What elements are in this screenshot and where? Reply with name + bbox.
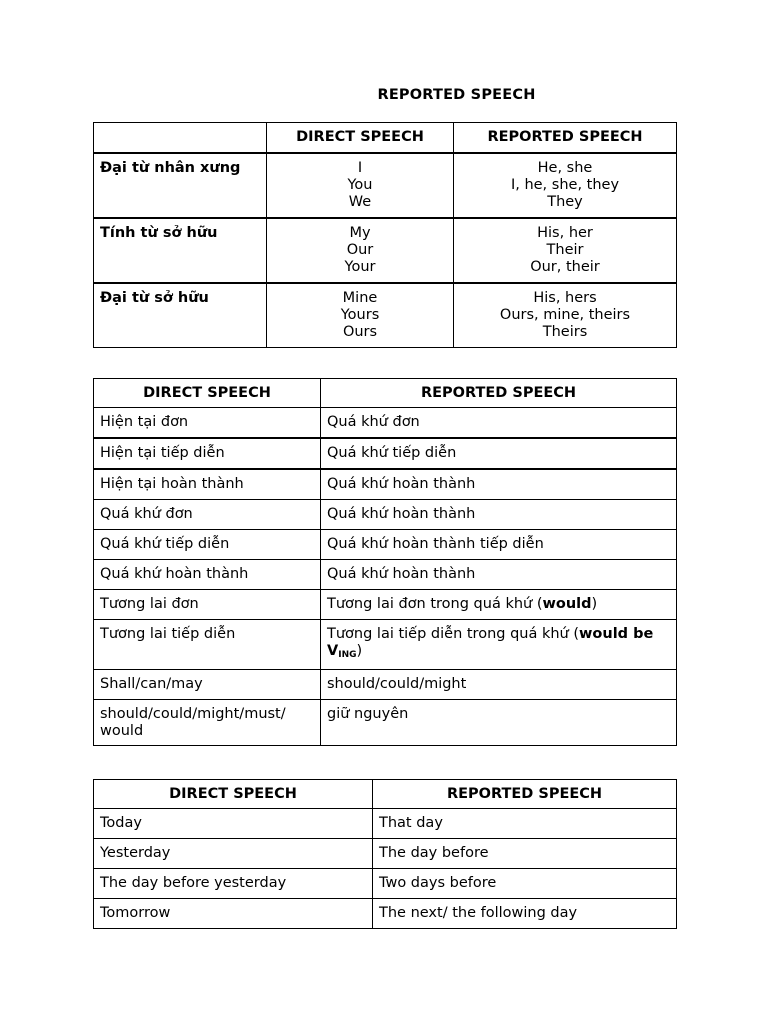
- table-row: [94, 869, 677, 899]
- reported-item: He, she: [537, 160, 593, 176]
- header-reported-speech: REPORTED SPEECH: [321, 379, 677, 408]
- reported-cell: [454, 218, 677, 283]
- direct-item: Mine: [342, 290, 378, 306]
- table-row: [94, 283, 677, 348]
- header-empty: [94, 123, 267, 154]
- reported-item: Ours, mine, theirs: [499, 307, 631, 323]
- direct-cell: Tương lai đơn: [94, 590, 321, 620]
- header-direct-speech: DIRECT SPEECH: [94, 379, 321, 408]
- direct-cell: Tomorrow: [94, 899, 373, 929]
- direct-cell: Today: [94, 809, 373, 839]
- reported-text-suffix: ): [356, 643, 363, 659]
- direct-cell: Shall/can/may: [94, 670, 321, 700]
- direct-item: Ours: [342, 324, 378, 340]
- table-row: [94, 700, 677, 746]
- reported-cell: The day before: [373, 839, 677, 869]
- table-row: [94, 500, 677, 530]
- direct-cell: Yesterday: [94, 839, 373, 869]
- header-reported-speech: REPORTED SPEECH: [373, 780, 677, 809]
- reported-bold-text: would: [542, 596, 592, 612]
- direct-cell: Quá khứ đơn: [94, 500, 321, 530]
- table-row: [94, 153, 677, 218]
- reported-subscript: ING: [338, 650, 357, 660]
- reported-text-suffix: ): [591, 596, 598, 612]
- direct-item: I: [357, 160, 363, 176]
- header-direct-speech: DIRECT SPEECH: [267, 123, 454, 154]
- direct-item: My: [349, 225, 371, 241]
- direct-cell: [267, 218, 454, 283]
- reported-cell: Quá khứ hoàn thành: [321, 500, 677, 530]
- reported-bold-text: would be V: [327, 626, 654, 659]
- table-header-row: [94, 780, 677, 809]
- reported-cell: Quá khứ tiếp diễn: [321, 438, 677, 469]
- reported-cell: giữ nguyên: [321, 700, 677, 746]
- reported-cell: Quá khứ hoàn thành tiếp diễn: [321, 530, 677, 560]
- reported-text: Tương lai tiếp diễn trong quá khứ (: [327, 626, 580, 642]
- reported-item: Theirs: [542, 324, 588, 340]
- table-row: [94, 408, 677, 439]
- table-row: [94, 438, 677, 469]
- table-row: [94, 530, 677, 560]
- table-row: [94, 469, 677, 500]
- reported-cell: [454, 153, 677, 218]
- reported-item: His, her: [537, 225, 593, 241]
- reported-text: Tương lai đơn trong quá khứ (: [327, 596, 543, 612]
- direct-cell: Hiện tại đơn: [94, 408, 321, 439]
- reported-cell: Quá khứ hoàn thành: [321, 560, 677, 590]
- table-row: [94, 590, 677, 620]
- category-cell: Đại từ nhân xưng: [94, 153, 267, 218]
- table-header-row: [94, 123, 677, 154]
- direct-cell: Hiện tại tiếp diễn: [94, 438, 321, 469]
- direct-item: We: [348, 194, 372, 210]
- reported-cell: Quá khứ đơn: [321, 408, 677, 439]
- reported-item: Their: [546, 242, 584, 258]
- table-row: [94, 809, 677, 839]
- time-expressions-table: [93, 779, 677, 929]
- table-row: [94, 218, 677, 283]
- header-direct-speech: DIRECT SPEECH: [94, 780, 373, 809]
- direct-cell: Tương lai tiếp diễn: [94, 620, 321, 670]
- reported-cell: [454, 283, 677, 348]
- tenses-table: [93, 378, 677, 746]
- table-row: [94, 670, 677, 700]
- reported-cell: should/could/might: [321, 670, 677, 700]
- direct-item: You: [347, 177, 373, 193]
- reported-item: His, hers: [533, 290, 597, 306]
- reported-cell: Two days before: [373, 869, 677, 899]
- direct-cell: [267, 153, 454, 218]
- reported-cell: [321, 620, 677, 670]
- category-cell: Đại từ sở hữu: [94, 283, 267, 348]
- table-row: [94, 899, 677, 929]
- reported-item: Our, their: [530, 259, 600, 275]
- direct-cell: Quá khứ hoàn thành: [94, 560, 321, 590]
- table-row: [94, 839, 677, 869]
- direct-cell: The day before yesterday: [94, 869, 373, 899]
- reported-item: I, he, she, they: [510, 177, 620, 193]
- direct-cell: [267, 283, 454, 348]
- direct-item: Yours: [340, 307, 380, 323]
- reported-item: They: [547, 194, 583, 210]
- page-title: REPORTED SPEECH: [377, 87, 536, 103]
- pronouns-table: [93, 122, 677, 348]
- direct-item: Your: [344, 259, 376, 275]
- direct-item: Our: [346, 242, 374, 258]
- category-cell: Tính từ sở hữu: [94, 218, 267, 283]
- table-row: [94, 560, 677, 590]
- reported-cell: Quá khứ hoàn thành: [321, 469, 677, 500]
- reported-cell: [321, 590, 677, 620]
- table-row: [94, 620, 677, 670]
- direct-cell: Quá khứ tiếp diễn: [94, 530, 321, 560]
- direct-cell: should/could/might/must/ would: [94, 700, 321, 746]
- reported-cell: The next/ the following day: [373, 899, 677, 929]
- direct-cell: Hiện tại hoàn thành: [94, 469, 321, 500]
- header-reported-speech: REPORTED SPEECH: [454, 123, 677, 154]
- reported-cell: That day: [373, 809, 677, 839]
- table-header-row: [94, 379, 677, 408]
